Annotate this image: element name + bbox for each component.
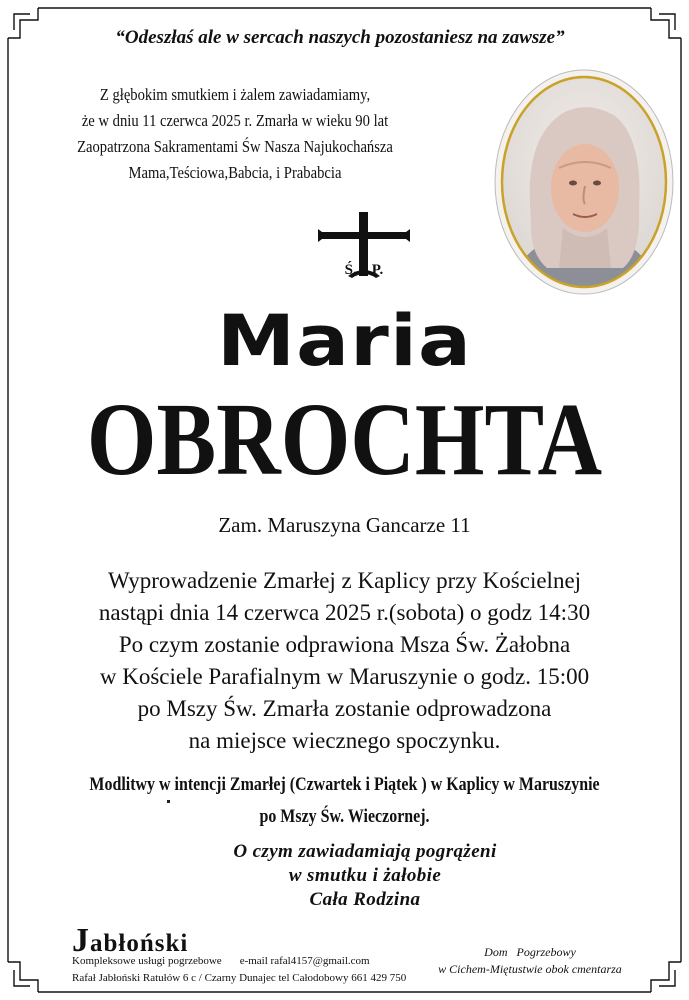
prayer-notice (55, 769, 634, 833)
funeral-home-info (420, 944, 640, 978)
contact-address: Rafał Jabłoński Ratułów 6 c / Czarny Dunajec tel Całodobowy 661 429 750 (72, 972, 407, 984)
ceremony-line: nastąpi dnia 14 czerwca 2025 r.(sobota) o godz 14:30 (98, 600, 591, 625)
closing-line: w smutku i żałobie (288, 865, 442, 886)
ceremony-line: Po czym zostanie odprawiona Msza Św. Żałobna (118, 632, 571, 657)
cross-icon (318, 212, 410, 290)
announcement-intro (67, 82, 402, 186)
funeral-details (20, 565, 669, 757)
company-logo (72, 922, 402, 959)
portrait-photo (493, 68, 675, 296)
logo-initial: J (72, 922, 90, 959)
ceremony-line: na miejsce wiecznego spoczynku. (188, 728, 501, 753)
intro-line: Mama,Teściowa,Babcia, i Prababcia (128, 163, 342, 182)
ceremony-line: w Kościele Parafialnym w Maruszynie o godz. 15:00 (99, 664, 590, 689)
stray-dot (167, 800, 170, 803)
memorial-motto: “Odeszłaś ale w sercach naszych pozostaniesz na zawsze” (115, 27, 565, 48)
funeral-home-title: Dom Pogrzebowy (484, 945, 576, 959)
funeral-home-location: w Cichem-Miętustwie obok cmentarza (438, 962, 622, 976)
prayer-line: Modlitwy w intencji Zmarłej (Czwartek i Piątek ) w Kaplicy w Maruszynie (89, 774, 600, 795)
cross-initials: Ś. P. (344, 262, 384, 278)
prayer-line: po Mszy Św. Wieczornej. (259, 806, 430, 827)
ceremony-line: po Mszy Św. Zmarła zostanie odprowadzona (137, 696, 552, 721)
deceased-surname: OBROCHTA (86, 382, 603, 497)
intro-line: Z głębokim smutkiem i żalem zawiadamiamy, (99, 85, 371, 104)
logo-text: abłoński (90, 930, 189, 957)
deceased-address: Zam. Maruszyna Gancarze 11 (218, 513, 471, 537)
funeral-service-info (72, 922, 407, 984)
closing-line: O czym zawiadamiają pogrążeni (233, 841, 497, 862)
family-signature (140, 840, 590, 912)
services-label: Kompleksowe usługi pogrzebowe (72, 955, 222, 967)
closing-line: Cała Rodzina (309, 889, 421, 910)
ceremony-line: Wyprowadzenie Zmarłej z Kaplicy przy Kościelnej (107, 568, 582, 593)
intro-line: że w dniu 11 czerwca 2025 r. Zmarła w wieku 90 lat (81, 111, 389, 130)
email-address: e-mail rafal4157@gmail.com (239, 955, 370, 967)
intro-line: Zaopatrzona Sakramentami Św Nasza Najukochańsza (77, 137, 393, 156)
deceased-first-name: Maria (217, 300, 472, 382)
